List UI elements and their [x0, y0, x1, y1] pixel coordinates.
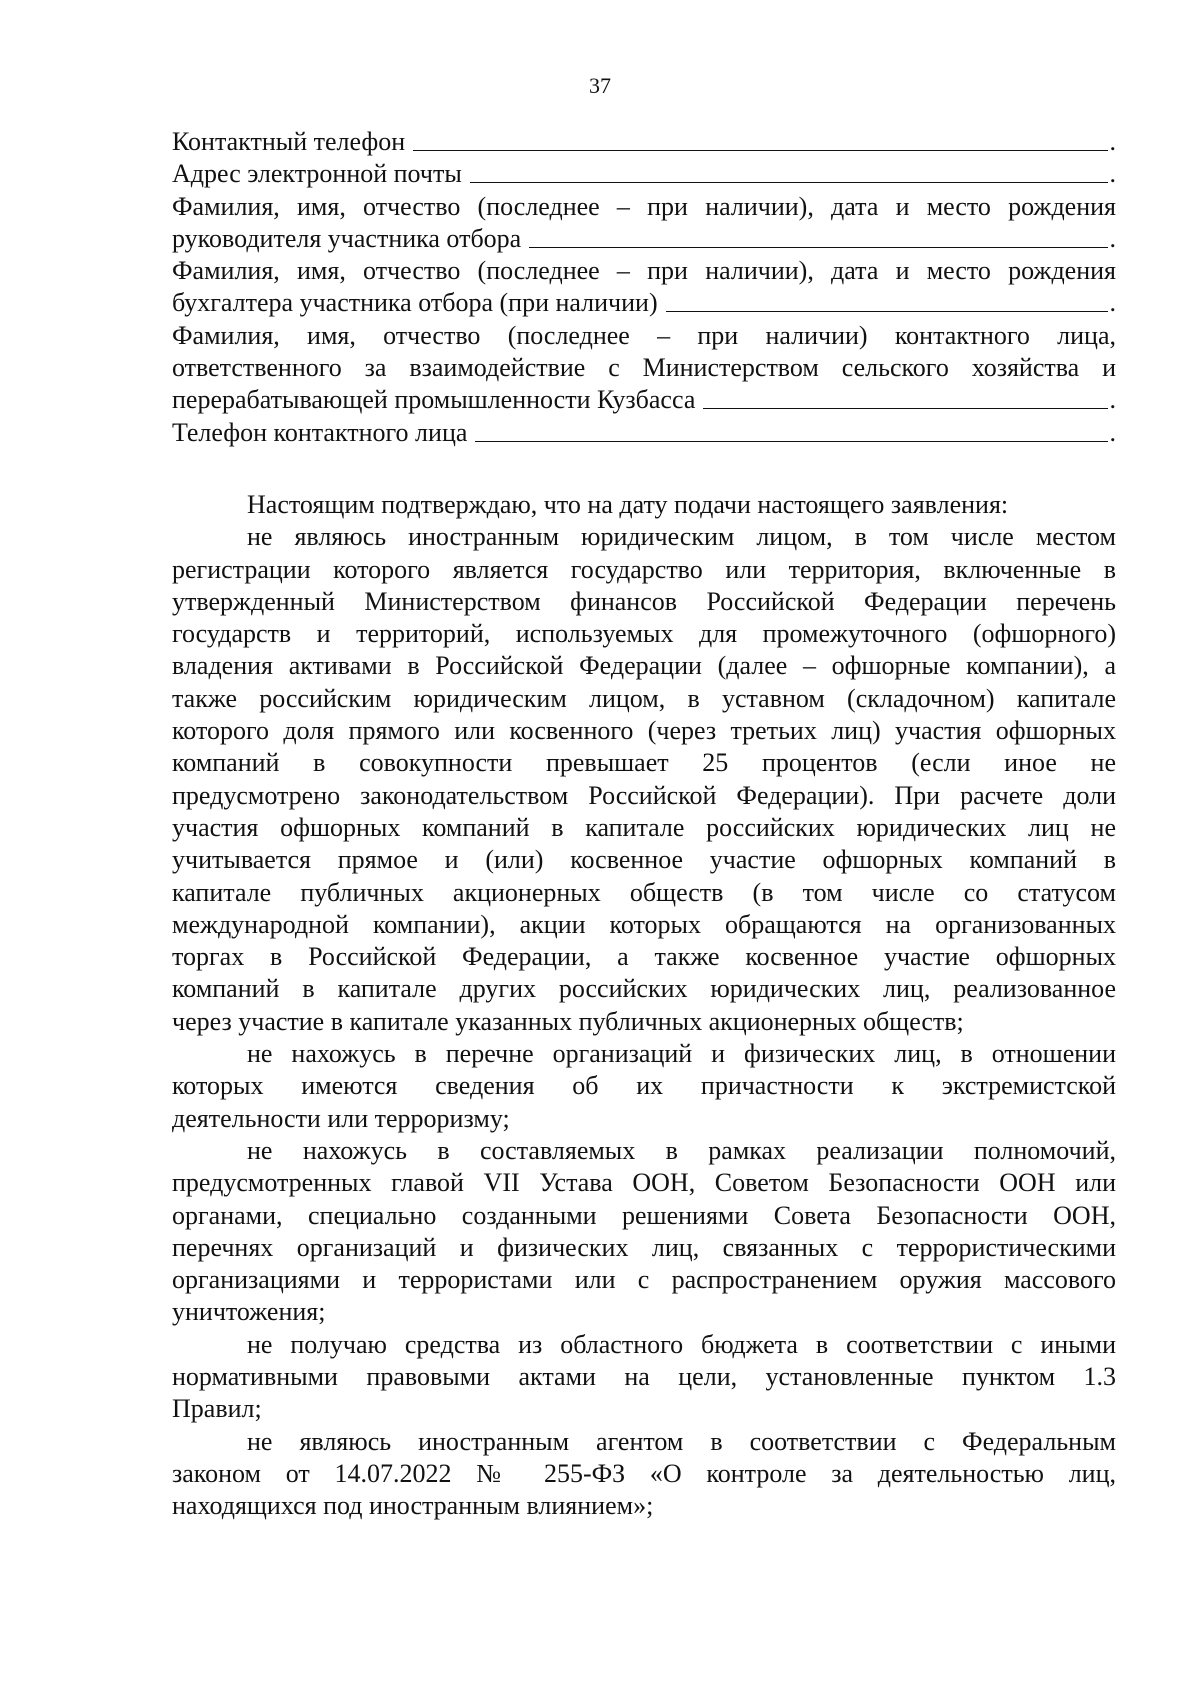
fill-in-line[interactable] — [529, 247, 1107, 248]
fill-in-line[interactable] — [666, 311, 1108, 312]
paragraph-line: капитале публичных акционерных обществ (в том числе со статусом — [172, 877, 1116, 907]
fill-in-line[interactable] — [703, 408, 1107, 409]
paragraph-line: международной компании), акции которых обращаются на организованных — [172, 909, 1116, 939]
field-contact-phone — [172, 126, 1116, 158]
field-label: руководителя участника отбора — [172, 223, 522, 253]
paragraph-line: предусмотренных главой VII Устава ООН, Советом Безопасности ООН или — [172, 1168, 1116, 1198]
paragraph-line: владения активами в Российской Федерации (далее – офшорные компании), а — [172, 651, 1116, 681]
declaration-paragraph — [172, 1329, 1116, 1426]
field-accountant-details — [172, 287, 1116, 319]
paragraph-line: государств и территорий, используемых для промежуточного (офшорного) — [172, 619, 1116, 649]
field-label: Контактный телефон — [172, 127, 406, 156]
fill-in-line[interactable] — [470, 182, 1108, 183]
contact-fields-section — [172, 126, 1116, 449]
field-contact-person-phone — [172, 417, 1116, 449]
field-intro-text: Фамилия, имя, отчество (последнее – при наличии), дата и место рождения — [172, 191, 1116, 221]
paragraph-line: не нахожусь в составляемых в рамках реализации полномочий, — [247, 1135, 1116, 1165]
field-terminator: . — [1109, 417, 1116, 447]
paragraph-line: регистрации которого является государство или территория, включенные в — [172, 554, 1116, 584]
paragraph-line: торгах в Российской Федерации, а также косвенное участие офшорных — [172, 942, 1116, 972]
paragraph-line: уничтожения; — [172, 1297, 326, 1327]
paragraph-line: деятельности или терроризму; — [172, 1103, 510, 1133]
declaration-paragraph — [172, 1135, 1116, 1329]
field-label: бухгалтера участника отбора (при наличии) — [172, 288, 658, 318]
field-label: Адрес электронной почты — [172, 159, 462, 189]
fill-in-line[interactable] — [475, 441, 1107, 442]
paragraph-line: которого доля прямого или косвенного (через третьих лиц) участия офшорных — [172, 716, 1116, 746]
field-terminator: . — [1109, 288, 1116, 318]
paragraph-line: учитывается прямое и (или) косвенное участие офшорных компаний в — [172, 845, 1116, 875]
declaration-paragraph — [172, 521, 1116, 1038]
paragraph-line: также российским юридическим лицом, в уставном (складочном) капитале — [172, 683, 1116, 713]
paragraph-line: не являюсь иностранным юридическим лицом, в том числе местом — [247, 522, 1116, 552]
paragraph-line: компаний в совокупности превышает 25 процентов (если иное не — [172, 748, 1116, 778]
paragraph-line: компаний в капитале других российских юридических лиц, реализованное — [172, 974, 1116, 1004]
field-head-details — [172, 223, 1116, 255]
paragraph-line: не нахожусь в перечне организаций и физических лиц, в отношении — [247, 1039, 1116, 1069]
paragraph-line: перечнях организаций и физических лиц, связанных с террористическими — [172, 1232, 1116, 1262]
paragraph-line: предусмотрено законодательством Российской Федерации). При расчете доли — [172, 780, 1116, 810]
fill-in-line[interactable] — [413, 150, 1107, 151]
field-terminator: . — [1109, 223, 1116, 253]
field-contact-person — [172, 384, 1116, 416]
field-intro-text: Фамилия, имя, отчество (последнее – при наличии), дата и место рождения — [172, 256, 1116, 286]
field-email — [172, 158, 1116, 190]
paragraph-line: не получаю средства из областного бюджета в соответствии с иными — [247, 1329, 1116, 1359]
paragraph-line: через участие в капитале указанных публичных акционерных обществ; — [172, 1006, 964, 1036]
paragraph-line: Правил; — [172, 1394, 262, 1424]
field-label: Телефон контактного лица — [172, 417, 468, 447]
page-number: 37 — [589, 73, 611, 98]
declaration-paragraph — [172, 1426, 1116, 1523]
declaration-section — [172, 489, 1116, 1523]
paragraph-line: которых имеются сведения об их причастности к экстремистской — [172, 1071, 1116, 1101]
paragraph-line: находящихся под иностранным влиянием»; — [172, 1491, 654, 1521]
paragraph-line: утвержденный Министерством финансов Российской Федерации перечень — [172, 586, 1116, 616]
paragraph-line: организациями и террористами или с распространением оружия массового — [172, 1265, 1116, 1295]
field-label: перерабатывающей промышленности Кузбасса — [172, 385, 696, 415]
field-terminator: . — [1109, 385, 1116, 415]
field-terminator: . — [1109, 159, 1116, 189]
paragraph-line: не являюсь иностранным агентом в соответствии с Федеральным — [247, 1426, 1116, 1456]
declaration-paragraphs — [172, 521, 1116, 1522]
paragraph-line: участия офшорных компаний в капитале российских юридических лиц не — [172, 812, 1116, 842]
field-intro-text: Фамилия, имя, отчество (последнее – при наличии) контактного лица, — [172, 320, 1116, 350]
field-terminator: . — [1109, 127, 1116, 156]
paragraph-line: законом от 14.07.2022 № 255-ФЗ «О контроле за деятельностью лиц, — [172, 1458, 1116, 1488]
paragraph-line: органами, специально созданными решениями Совета Безопасности ООН, — [172, 1200, 1116, 1230]
declaration-paragraph — [172, 1038, 1116, 1135]
declaration-heading: Настоящим подтверждаю, что на дату подачи настоящего заявления: — [247, 490, 1009, 519]
paragraph-line: нормативными правовыми актами на цели, установленные пунктом 1.3 — [172, 1362, 1116, 1392]
field-intro-text: ответственного за взаимодействие с Министерством сельского хозяйства и — [172, 353, 1116, 383]
